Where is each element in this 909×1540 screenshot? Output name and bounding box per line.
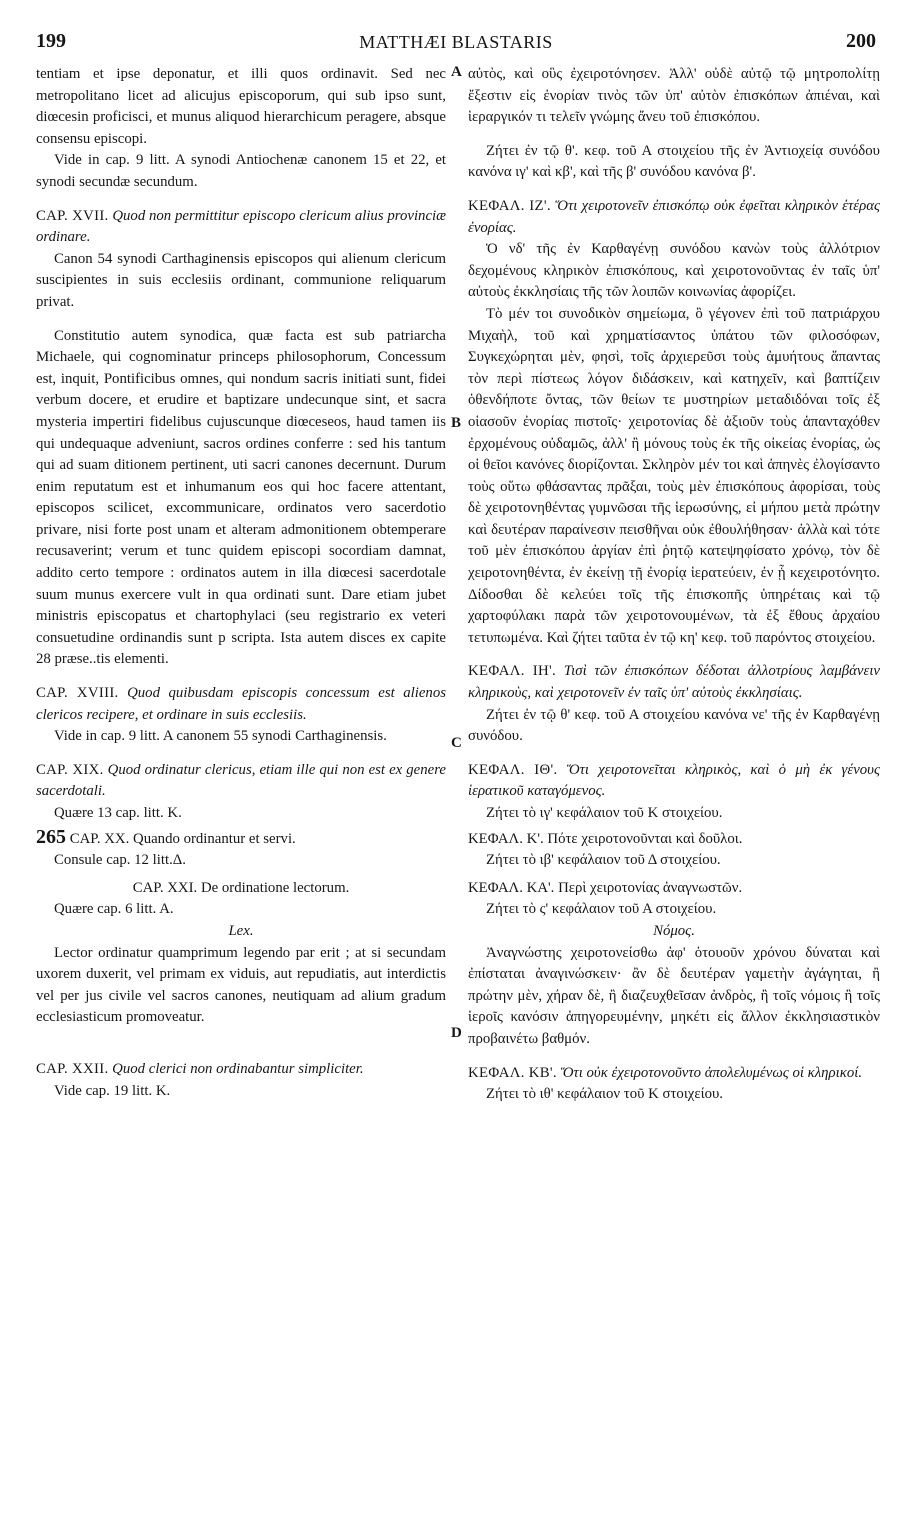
- margin-marker-b: B: [451, 415, 462, 431]
- margin-marker-d: D: [451, 1025, 462, 1041]
- latin-paragraph-1: tentiam et ipse deponatur, et illi quos ordinavit. Sed nec metropolitano licet ad alicujus episcoporum, qui sub ipso sunt, diœcesin proficisci, et munus aliquod hierarchicum peragere, absque consensu episcopi.: [36, 66, 446, 147]
- page-number-left: 199: [36, 30, 66, 52]
- latin-chapter-21-text: Quære cap. 6 litt. A.: [54, 901, 174, 918]
- latin-chapter-20-heading: [36, 827, 446, 851]
- chapter-title: Ὅτι χειροτονεῖται κληρικὸς, καὶ ὁ μὴ ἐκ γένους ἱερατικοῦ καταγόμενος.: [468, 761, 880, 800]
- chapter-title: Περὶ χειροτονίας ἀναγνωστῶν.: [558, 879, 743, 896]
- chapter-label: CAP. XVII.: [36, 207, 109, 224]
- chapter-label: ΚΕΦΑΛ. Κ'.: [468, 830, 544, 847]
- chapter-title: Quod clerici non ordinabantur simpliciter.: [112, 1060, 364, 1077]
- chapter-label: CAP. XVIII.: [36, 685, 119, 702]
- greek-lex-label: Νόμος.: [653, 922, 695, 939]
- chapter-title: De ordinatione lectorum.: [200, 879, 350, 896]
- chapter-label: CAP. XX.: [69, 830, 130, 847]
- chapter-title: Quod quibusdam episcopis concessum est alienos clericos recipere, et ordinare in suis ecclesiis.: [36, 685, 446, 723]
- chapter-label: ΚΕΦΑΛ. ΚΒ'.: [468, 1064, 557, 1081]
- latin-chapter-18-heading: [36, 683, 446, 726]
- chapter-label: CAP. XXI.: [132, 879, 198, 896]
- greek-chapter-19-heading: [468, 760, 880, 803]
- latin-chapter-22-heading: [36, 1059, 446, 1081]
- latin-lex-label: Lex.: [228, 922, 254, 939]
- margin-marker-a: A: [451, 64, 462, 80]
- chapter-label: ΚΕΦΑΛ. ΙΗ'.: [468, 663, 556, 680]
- latin-chapter-21-heading: [36, 878, 446, 900]
- greek-column: [468, 64, 880, 1106]
- chapter-label: CAP. XXII.: [36, 1060, 109, 1077]
- greek-paragraph-2: Ζήτει ἐν τῷ θ'. κεφ. τοῦ Α στοιχείου τῆς ἐν Ἀντιοχείᾳ συνόδου κανόνα ιγ' καὶ κβ', καὶ τῆς β' συνόδου κανόνα β'.: [468, 142, 880, 181]
- latin-chapter-19-heading: [36, 760, 446, 803]
- chapter-title: Quod non permittitur episcopo clericum alius provinciæ ordinare.: [36, 207, 447, 246]
- running-title: MATTHÆI BLASTARIS: [359, 32, 553, 52]
- greek-chapter-18-text: Ζήτει ἐν τῷ θ' κεφ. τοῦ Α στοιχείου κανόνα νε' τῆς ἐν Καρθαγένῃ συνόδου.: [468, 706, 880, 745]
- greek-chapter-20-text: Ζήτει τὸ ιβ' κεφάλαιον τοῦ Δ στοιχείου.: [486, 852, 721, 869]
- chapter-title: Quod ordinatur clericus, etiam ille qui non est ex genere sacerdotali.: [36, 761, 446, 800]
- greek-chapter-22-text: Ζήτει τὸ ιθ' κεφάλαιον τοῦ Κ στοιχείου.: [486, 1086, 723, 1103]
- latin-chapter-18-text: Vide in cap. 9 litt. A canonem 55 synodi Carthaginensis.: [54, 728, 387, 745]
- greek-chapter-20-heading: [468, 829, 880, 851]
- greek-constitution-paragraph: Τὸ μέν τοι συνοδικὸν σημείωμα, ὃ γέγονεν ἐπὶ τοῦ πατριάρχου Μιχαὴλ, τοῦ καὶ χρηματίσαντος ὑπάτου τῶν φιλοσόφων, Συγκεχώρηται μὲν, φησὶ, τοῖς ἀρχιερεῦσι τοὺς ἀμυήτους ἅπαντας τὸν περὶ πίστεως λόγον διδάσκειν, καὶ κατηχεῖν, καὶ βαπτίζειν ὁθενδήποτε ὄντας, τῶν θείων τε μυστηρίων μεταδιδόναι τοῖς ἐξ οἱασοῦν ἐνορίας πιστοῖς· χειροτονίας δὲ ἀξιοῦν τοὺς ἁπανταχόθεν ἐρχομένους οὐδαμῶς, ἀλλ' ἢ μόνους τοὺς ἐκ τῆς οἰκείας ἐνορίας, ὡς οἱ θεῖοι κανόνες διορίζονται. Σκληρὸν μέν τοι καὶ ἀπηνὲς ἐλογίσαντο τοὺς οὕτω φθάσαντας πρᾶξαι, τοὺς μὲν ἐπισκόπους ἀφορίσαι, τοὺς δὲ χειροτονηθέντας γυμνῶσαι τῆς ἱερωσύνης, εἰ μήπου μετὰ πρώτην καὶ δευτέραν παραίνεσιν πεισθῆναι οὐκ ἐθουλήθησαν· ἀλλὰ καὶ τότε τοῦ μὲν ἐπισκόπου ἀργίαν ἐπὶ ῥητῷ κατεψηφίσατο χρόνῳ, τὸν δὲ χειροτονηθέντα, ἐν ἐκείνῃ τῇ ἐνορίᾳ ἱερατεύειν, ἐν ᾗ κεχειροτόνητο. Δίδοσθαι δὲ κελεύει τοῖς τῆς ἐπισκοπῆς ὑπηρέταις καὶ τῷ χαρτοφύλακι παρὰ τῶν χειροτονουμένων, τὰ ἐξ ἔθους ἀρχαίου τετυπωμένα. Καὶ ζήτει ταῦτα ἐν τῷ κη' κεφ. τοῦ παρόντος στοιχείου.: [468, 305, 880, 646]
- chapter-title: Ὅτι οὐκ ἐχειροτονοῦντο ἀπολελυμένως οἱ κληρικοί.: [560, 1064, 863, 1081]
- latin-chapter-20-text: Consule cap. 12 litt.Δ.: [54, 852, 186, 869]
- page-number-right: 200: [846, 30, 876, 52]
- chapter-title: Ὅτι χειροτονεῖν ἐπισκόπῳ οὐκ ἐφεῖται κληρικὸν ἑτέρας ἐνορίας.: [468, 197, 881, 236]
- latin-chapter-17-heading: [36, 206, 446, 249]
- chapter-label: ΚΕΦΑΛ. ΙΘ'.: [468, 761, 558, 778]
- greek-paragraph-1: αὐτὸς, καὶ οὓς ἐχειροτόνησεν. Ἀλλ' οὐδὲ αὐτῷ τῷ μητροπολίτῃ ἔξεστιν εἰς ἐνορίαν τινὸς τῶν ὑπ' αὐτὸν ἐπισκόπων ἀπιέναι, καὶ ἱεραργικόν τι τελεῖν γνώμης ἄνευ τοῦ ἐπισκόπου.: [468, 66, 880, 126]
- greek-chapter-21-text: Ζήτει τὸ ς' κεφάλαιον τοῦ Α στοιχείου.: [486, 901, 717, 918]
- greek-chapter-19-text: Ζήτει τὸ ιγ' κεφάλαιον τοῦ Κ στοιχείου.: [486, 805, 723, 821]
- chapter-label: ΚΕΦΑΛ. ΚΑ'.: [468, 879, 555, 896]
- greek-chapter-22-heading: [468, 1063, 880, 1085]
- greek-chapter-17-heading: [468, 196, 880, 239]
- page-header: [36, 30, 876, 60]
- chapter-title: Quando ordinantur et servi.: [133, 830, 296, 847]
- chapter-label: ΚΕΦΑΛ. ΙΖ'.: [468, 197, 551, 214]
- latin-chapter-17-text: Canon 54 synodi Carthaginensis episcopos qui alienum clericum suscipientes in suis ecclesiis ordinant, communione reliquarum privat.: [36, 250, 446, 310]
- greek-chapter-18-heading: [468, 661, 880, 704]
- latin-column: [36, 64, 446, 1102]
- greek-chapter-17-text: Ὁ νδ' τῆς ἐν Καρθαγένῃ συνόδου κανὼν τοὺς ἀλλότριον δεχομένους κληρικὸν ἐπισκόπους, καὶ χειροτονοῦντας ἐν ταῖς ὑπ' αὐτοὺς ἐκκλησίαις τῆς τῶν λοιπῶν κοινωνίας ἀφορίζει.: [468, 241, 880, 301]
- latin-lex-text: Lector ordinatur quamprimum legendo par erit ; at si secundam uxorem duxerit, vel primam ex viduis, aut repudiatis, aut interdictis vel per jus civile vel sacros canones, neutiquam ad alium gradum ecclesiasticum promoveatur.: [36, 944, 446, 1026]
- latin-chapter-22-text: Vide cap. 19 litt. K.: [54, 1082, 171, 1099]
- chapter-title: Πότε χειροτονοῦνται καὶ δοῦλοι.: [547, 830, 743, 847]
- chapter-title: Τισὶ τῶν ἐπισκόπων δέδοται ἀλλοτρίους λαμβάνειν κληρικοὺς, καὶ χειροτονεῖν ἐν ταῖς ὑπ' αὐτοὺς ἐκκλησίαις.: [468, 663, 880, 702]
- latin-chapter-19-text: Quære 13 cap. litt. K.: [54, 805, 182, 821]
- latin-paragraph-2: Vide in cap. 9 litt. A synodi Antiochenæ canonem 15 et 22, et synodi secundæ secundum.: [36, 152, 446, 190]
- folio-number: 265: [36, 825, 66, 848]
- chapter-label: CAP. XIX.: [36, 761, 104, 778]
- greek-chapter-21-heading: [468, 878, 880, 900]
- latin-constitution-paragraph: Constitutio autem synodica, quæ facta est sub patriarcha Michaele, qui cognominatur princeps philosophorum, Concessum est, inquit, Pontificibus omnes, qui nondum sacris initiati sunt, fidei verbum docere, et erudire et baptizare undecunque sint, et sacra mysteria impertiri fidelibus cujuscunque diœceseos, haud tamen iis qui undequaque adveniunt, sacros ordines conferre : sed his tantum qui ad suam ditionem pertinent, uti sacri canones decernunt. Durum enim reputatum est et inhumanum eos qui hoc facere attentant, episcopos scilicet, excommunicare, ordinatos vero sacerdotio privare, nisi forte post unam et alteram admonitionem obtemperare recusaverint; verum et tunc quidem episcopi socordiam damnat, addito certo tempore : ordinatos autem in illa diœcesi sacerdotale suum munus exercere vult in qua ordinati sunt. Dare etiam jubet ministris episcopatus et chartophylaci (seu registrario ex veteri consuetudine ordinandis sunt p scripta. Ista autem disces ex capite 28 præse..tis elementi.: [36, 327, 446, 668]
- margin-marker-c: C: [451, 735, 462, 751]
- greek-lex-text: Ἀναγνώστης χειροτονείσθω ἀφ' ὁτουοῦν χρόνου δύναται καὶ ἐπίσταται ἀναγινώσκειν· ἂν δὲ δευτέραν γαμετὴν ἀγάγηται, ἢ πρώτην μὲν, χήραν δὲ, ἢ διαζευχθεῖσαν ἀνδρὸς, ἢ τοῖς νόμοις ἢ τοῖς ἱεροῖς κανόσιν ἀπηγορευμένην, μηκέτι εἰς ἄλλον ἐκκλησιαστικὸν προβαινέτω βαθμόν.: [468, 944, 880, 1047]
